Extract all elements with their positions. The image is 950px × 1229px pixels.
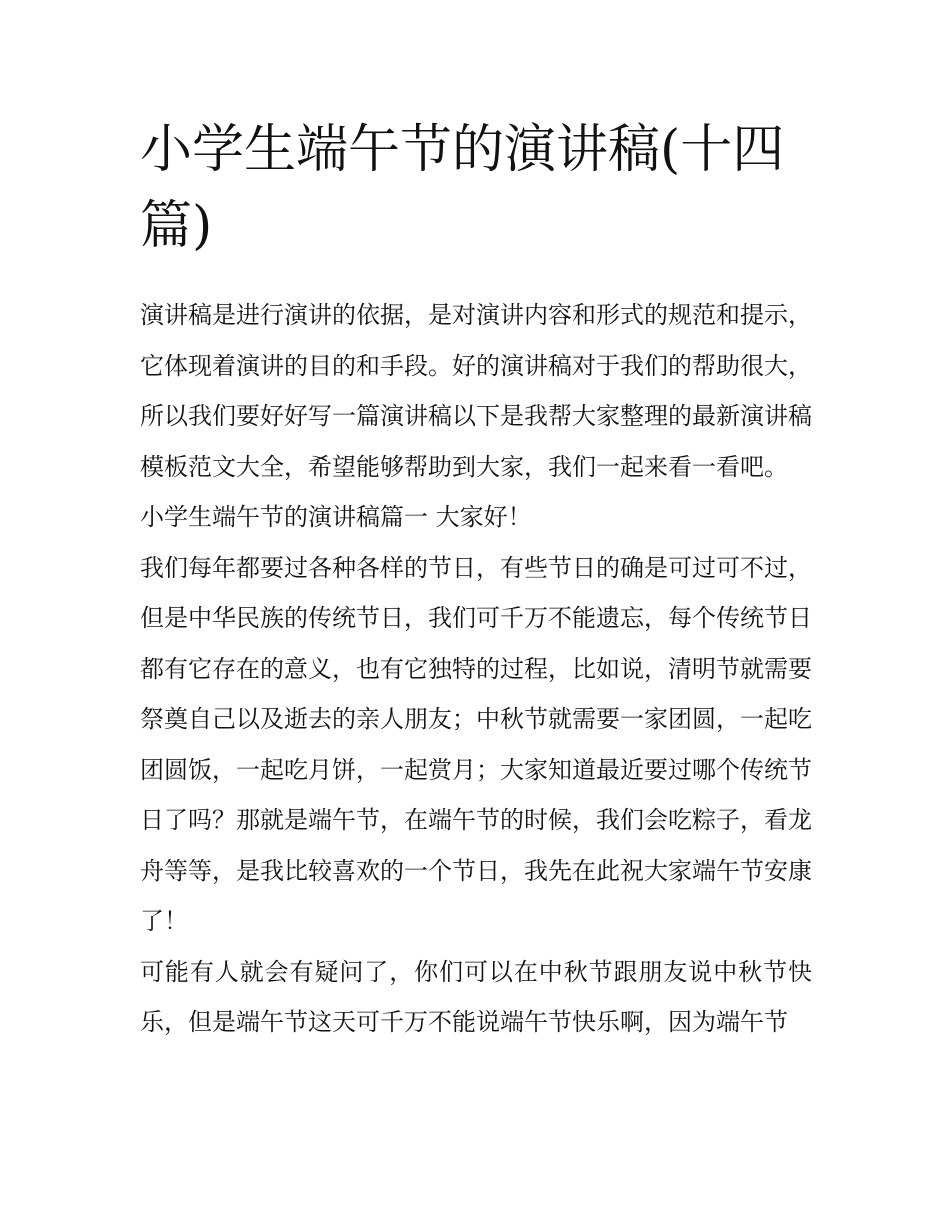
- document-page: [140, 112, 812, 1048]
- document-title: 小学生端午节的演讲稿(十四篇): [140, 120, 785, 256]
- document-body: [140, 290, 812, 1048]
- intro-paragraph: 演讲稿是进行演讲的依据，是对演讲内容和形式的规范和提示，它体现着演讲的目的和手段。好的演讲稿对于我们的帮助很大，所以我们要好好写一篇演讲稿以下是我帮大家整理的最新演讲稿模板范文大全，希望能够帮助到大家，我们一起来看一看吧。: [140, 301, 812, 481]
- body-paragraph: 我们每年都要过各种各样的节日，有些节日的确是可过可不过，但是中华民族的传统节日，我们可千万不能遗忘，每个传统节日都有它存在的意义，也有它独特的过程，比如说，清明节就需要祭奠自己以及逝去的亲人朋友；中秋节就需要一家团圆，一起吃团圆饭，一起吃月饼，一起赏月；大家知道最近要过哪个传统节日了吗？那就是端午节，在端午节的时候，我们会吃粽子，看龙舟等等，是我比较喜欢的一个节日，我先在此祝大家端午节安康了！: [140, 553, 812, 935]
- body-paragraph: 可能有人就会有疑问了，你们可以在中秋节跟朋友说中秋节快乐，但是端午节这天可千万不能说端午节快乐啊，因为端午节: [140, 957, 812, 1036]
- section-heading-paragraph: 小学生端午节的演讲稿篇一 大家好！: [140, 503, 532, 531]
